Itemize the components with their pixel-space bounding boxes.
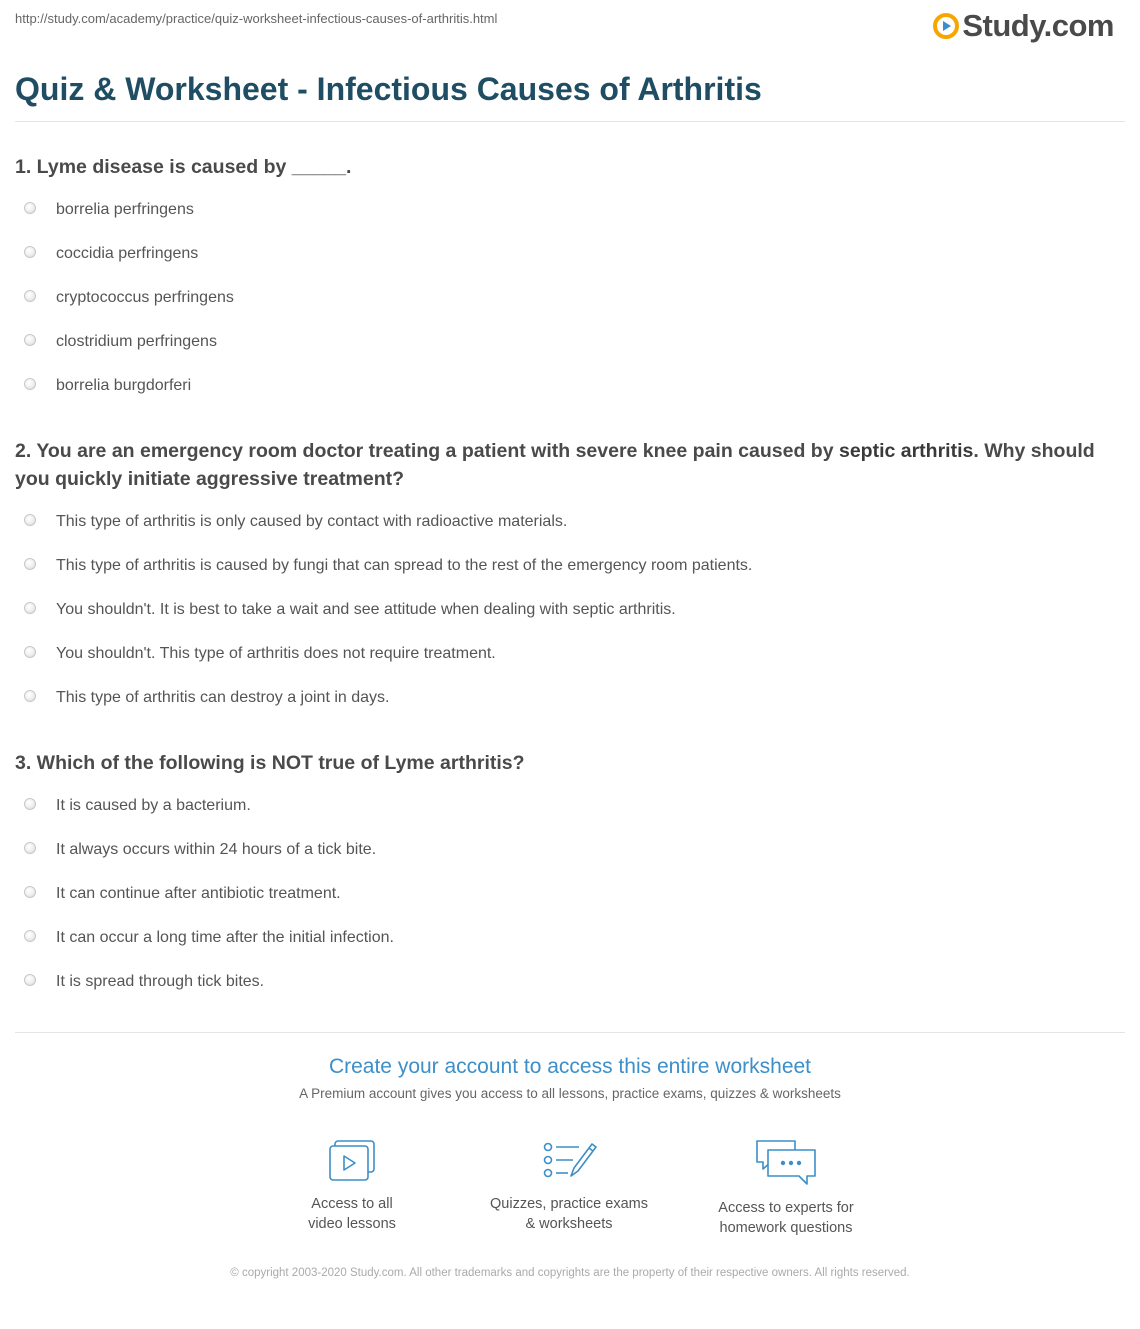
option-label: It always occurs within 24 hours of a tick bite.	[56, 841, 377, 858]
answer-option[interactable]	[15, 872, 1125, 916]
cta-divider	[15, 1032, 1125, 1033]
question-2-prompt-end: . Why should you quickly initiate aggressive treatment?	[15, 440, 1095, 490]
answer-option[interactable]	[15, 188, 1125, 232]
radio-button[interactable]	[24, 646, 36, 658]
answer-option[interactable]	[15, 276, 1125, 320]
feature-experts	[686, 1138, 886, 1238]
option-label: cryptococcus perfringens	[56, 289, 234, 306]
radio-button[interactable]	[24, 798, 36, 810]
option-label: It is caused by a bacterium.	[56, 797, 251, 814]
radio-button[interactable]	[24, 602, 36, 614]
answer-option[interactable]	[15, 784, 1125, 828]
chat-bubbles-icon	[754, 1138, 818, 1188]
cta-subtitle: A Premium account gives you access to all lessons, practice exams, quizzes & worksheets	[299, 1086, 841, 1101]
radio-button[interactable]	[24, 246, 36, 258]
option-label: This type of arthritis is caused by fungi that can spread to the rest of the emergency room patients.	[56, 557, 753, 574]
page-title: Quiz & Worksheet - Infectious Causes of Arthritis	[15, 71, 762, 107]
answer-option[interactable]	[15, 500, 1125, 544]
option-label: borrelia burgdorferi	[56, 377, 192, 394]
radio-button[interactable]	[24, 378, 36, 390]
quiz-checklist-icon	[541, 1138, 597, 1184]
copyright-notice: © copyright 2003-2020 Study.com. All other trademarks and copyrights are the property of their respective owners. All rights reserved.	[230, 1267, 910, 1279]
option-label: It can occur a long time after the initial infection.	[56, 929, 394, 946]
answer-option[interactable]	[15, 676, 1125, 720]
answer-option[interactable]	[15, 960, 1125, 1004]
answer-option[interactable]	[15, 364, 1125, 408]
option-label: coccidia perfringens	[56, 245, 199, 262]
study-logo[interactable]	[933, 8, 1114, 44]
radio-button[interactable]	[24, 202, 36, 214]
option-label: You shouldn't. This type of arthritis does not require treatment.	[56, 645, 496, 662]
question-3-options	[15, 784, 1125, 1004]
radio-button[interactable]	[24, 886, 36, 898]
title-divider	[15, 121, 1125, 122]
question-3-prompt: 3. Which of the following is NOT true of Lyme arthritis?	[15, 752, 525, 774]
radio-button[interactable]	[24, 514, 36, 526]
page-url: http://study.com/academy/practice/quiz-worksheet-infectious-causes-of-arthritis.html	[15, 11, 498, 26]
question-2-prompt-start: 2. You are an emergency room doctor treating a patient with severe knee pain caused by	[15, 440, 839, 462]
question-2-prompt	[15, 437, 1100, 493]
question-1-options	[15, 188, 1125, 408]
answer-option[interactable]	[15, 828, 1125, 872]
feature-label: Quizzes, practice exams & worksheets	[490, 1196, 648, 1232]
radio-button[interactable]	[24, 842, 36, 854]
logo-text: Study.com	[962, 8, 1114, 43]
create-account-link[interactable]: Create your account to access this entire worksheet	[328, 1055, 812, 1078]
option-label: It can continue after antibiotic treatment.	[56, 885, 341, 902]
feature-quizzes	[469, 1138, 669, 1234]
question-2-options	[15, 500, 1125, 720]
answer-option[interactable]	[15, 320, 1125, 364]
video-lessons-icon	[326, 1138, 378, 1184]
question-1-prompt: 1. Lyme disease is caused by _____.	[15, 156, 352, 178]
answer-option[interactable]	[15, 916, 1125, 960]
question-2-prompt-emphasis: septic arthritis	[838, 440, 974, 462]
radio-button[interactable]	[24, 974, 36, 986]
radio-button[interactable]	[24, 930, 36, 942]
answer-option[interactable]	[15, 588, 1125, 632]
radio-button[interactable]	[24, 558, 36, 570]
feature-video-lessons	[252, 1138, 452, 1234]
feature-label: Access to all video lessons	[308, 1196, 396, 1232]
answer-option[interactable]	[15, 544, 1125, 588]
play-circle-icon	[933, 13, 959, 39]
option-label: This type of arthritis is only caused by contact with radioactive materials.	[56, 513, 568, 530]
option-label: This type of arthritis can destroy a joint in days.	[56, 689, 390, 706]
option-label: You shouldn't. It is best to take a wait and see attitude when dealing with septic arthritis.	[56, 601, 676, 618]
option-label: borrelia perfringens	[56, 201, 194, 218]
radio-button[interactable]	[24, 290, 36, 302]
answer-option[interactable]	[15, 632, 1125, 676]
radio-button[interactable]	[24, 334, 36, 346]
option-label: clostridium perfringens	[56, 333, 217, 350]
answer-option[interactable]	[15, 232, 1125, 276]
option-label: It is spread through tick bites.	[56, 973, 265, 990]
feature-label: Access to experts for homework questions	[718, 1200, 854, 1236]
radio-button[interactable]	[24, 690, 36, 702]
